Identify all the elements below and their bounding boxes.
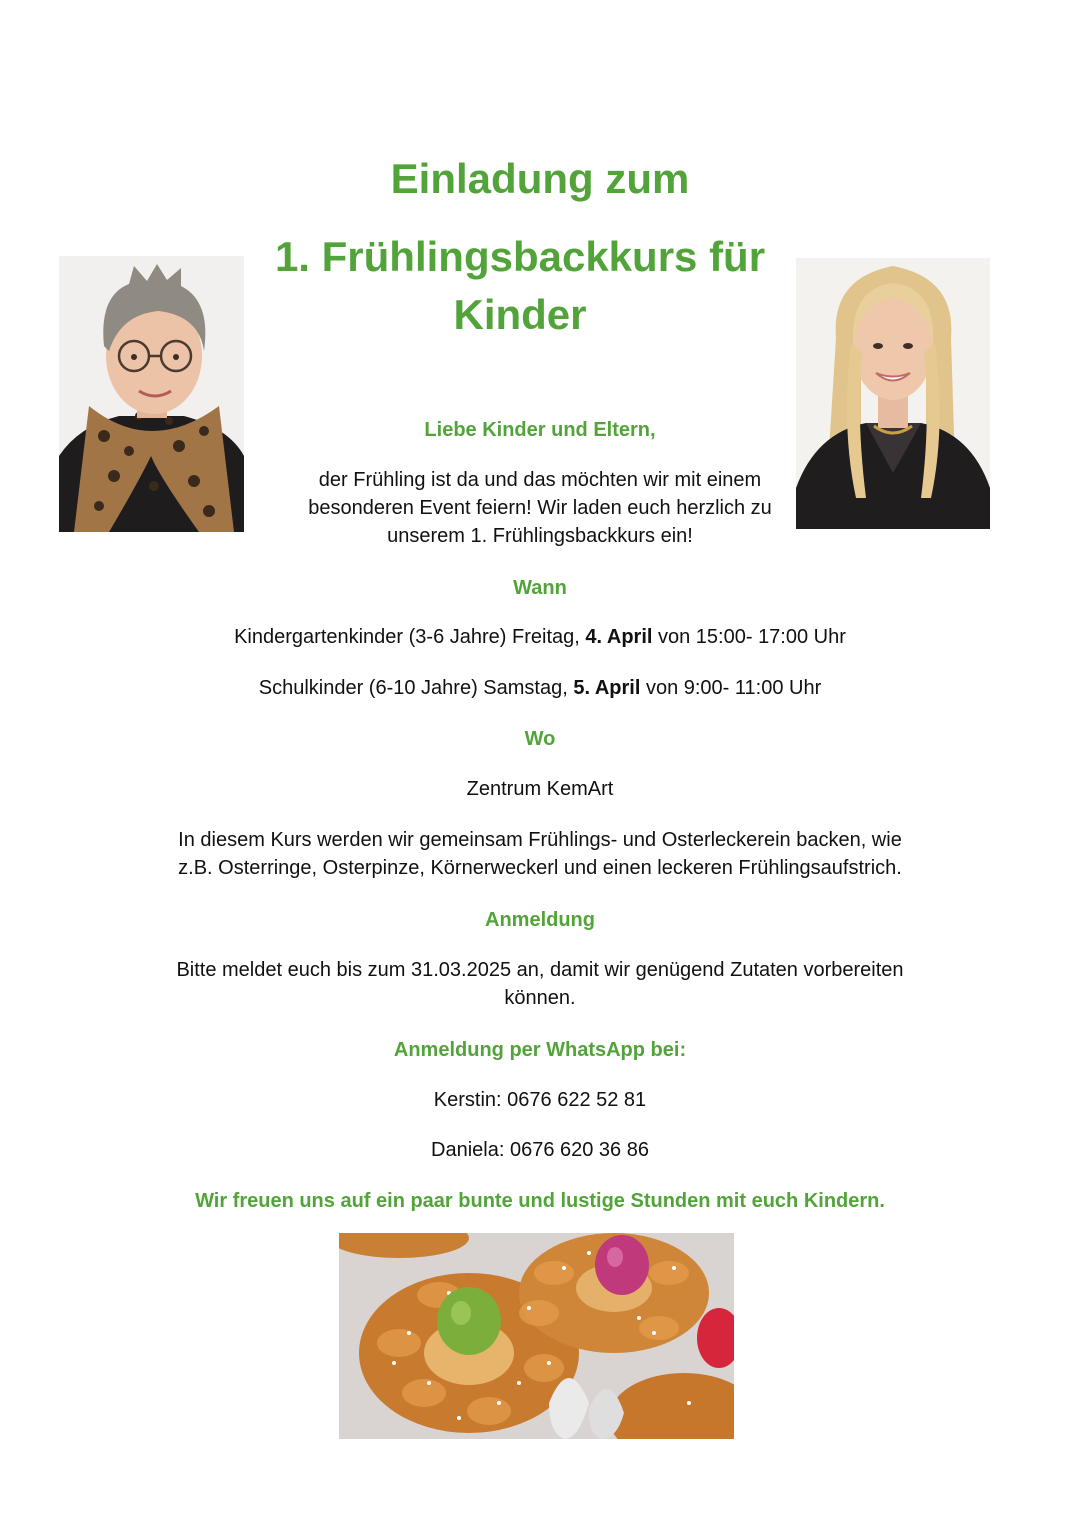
intro-line-2: besonderen Event feiern! Wir laden euch herzlich zu [308, 497, 772, 519]
easter-bread-photo [339, 1233, 734, 1439]
when-school-date: 5. April [573, 677, 641, 699]
when-school [0, 674, 1080, 702]
portrait-kerstin-image [59, 256, 244, 532]
when-kindergarten-time: von 15:00- 17:00 Uhr [652, 626, 846, 648]
registration-line-2: können. [504, 987, 576, 1009]
registration-text [0, 956, 1080, 1012]
easter-bread-image [339, 1233, 734, 1439]
greeting: Liebe Kinder und Eltern, [424, 419, 656, 441]
when-heading: Wann [513, 577, 567, 599]
when-kindergarten-group: Kindergartenkinder (3-6 Jahre) Freitag, [234, 626, 586, 648]
contact-kerstin: Kerstin: 0676 622 52 81 [433, 1089, 647, 1111]
course-line-2: z.B. Osterringe, Osterpinze, Körnerweckerl und einen leckeren Frühlingsaufstrich. [178, 857, 902, 879]
portrait-kerstin [59, 256, 244, 532]
contact-daniela: Daniela: 0676 620 36 86 [431, 1139, 649, 1161]
closing-line: Wir freuen uns auf ein paar bunte und lustige Stunden mit euch Kindern. [195, 1190, 885, 1212]
intro-paragraph [220, 466, 860, 550]
title-line-1: Einladung zum [390, 155, 690, 202]
registration-line-1: Bitte meldet euch bis zum 31.03.2025 an, damit wir genügend Zutaten vorbereiten [176, 959, 904, 981]
where-heading: Wo [524, 728, 556, 750]
when-school-group: Schulkinder (6-10 Jahre) Samstag, [258, 677, 574, 699]
when-school-time: von 9:00- 11:00 Uhr [640, 677, 822, 699]
when-kindergarten [0, 623, 1080, 651]
course-description [0, 826, 1080, 882]
title-line-3: Kinder [453, 291, 587, 338]
when-kindergarten-date: 4. April [585, 626, 653, 648]
title-line-2: 1. Frühlingsbackkurs für [274, 233, 766, 280]
intro-line-3: unserem 1. Frühlingsbackkurs ein! [387, 525, 693, 547]
course-line-1: In diesem Kurs werden wir gemeinsam Frühlings- und Osterleckerein backen, wie [178, 829, 902, 851]
registration-heading: Anmeldung [485, 909, 595, 931]
where-place: Zentrum KemArt [466, 778, 614, 800]
intro-line-1: der Frühling ist da und das möchten wir mit einem [318, 469, 762, 491]
whatsapp-heading: Anmeldung per WhatsApp bei: [393, 1039, 687, 1061]
